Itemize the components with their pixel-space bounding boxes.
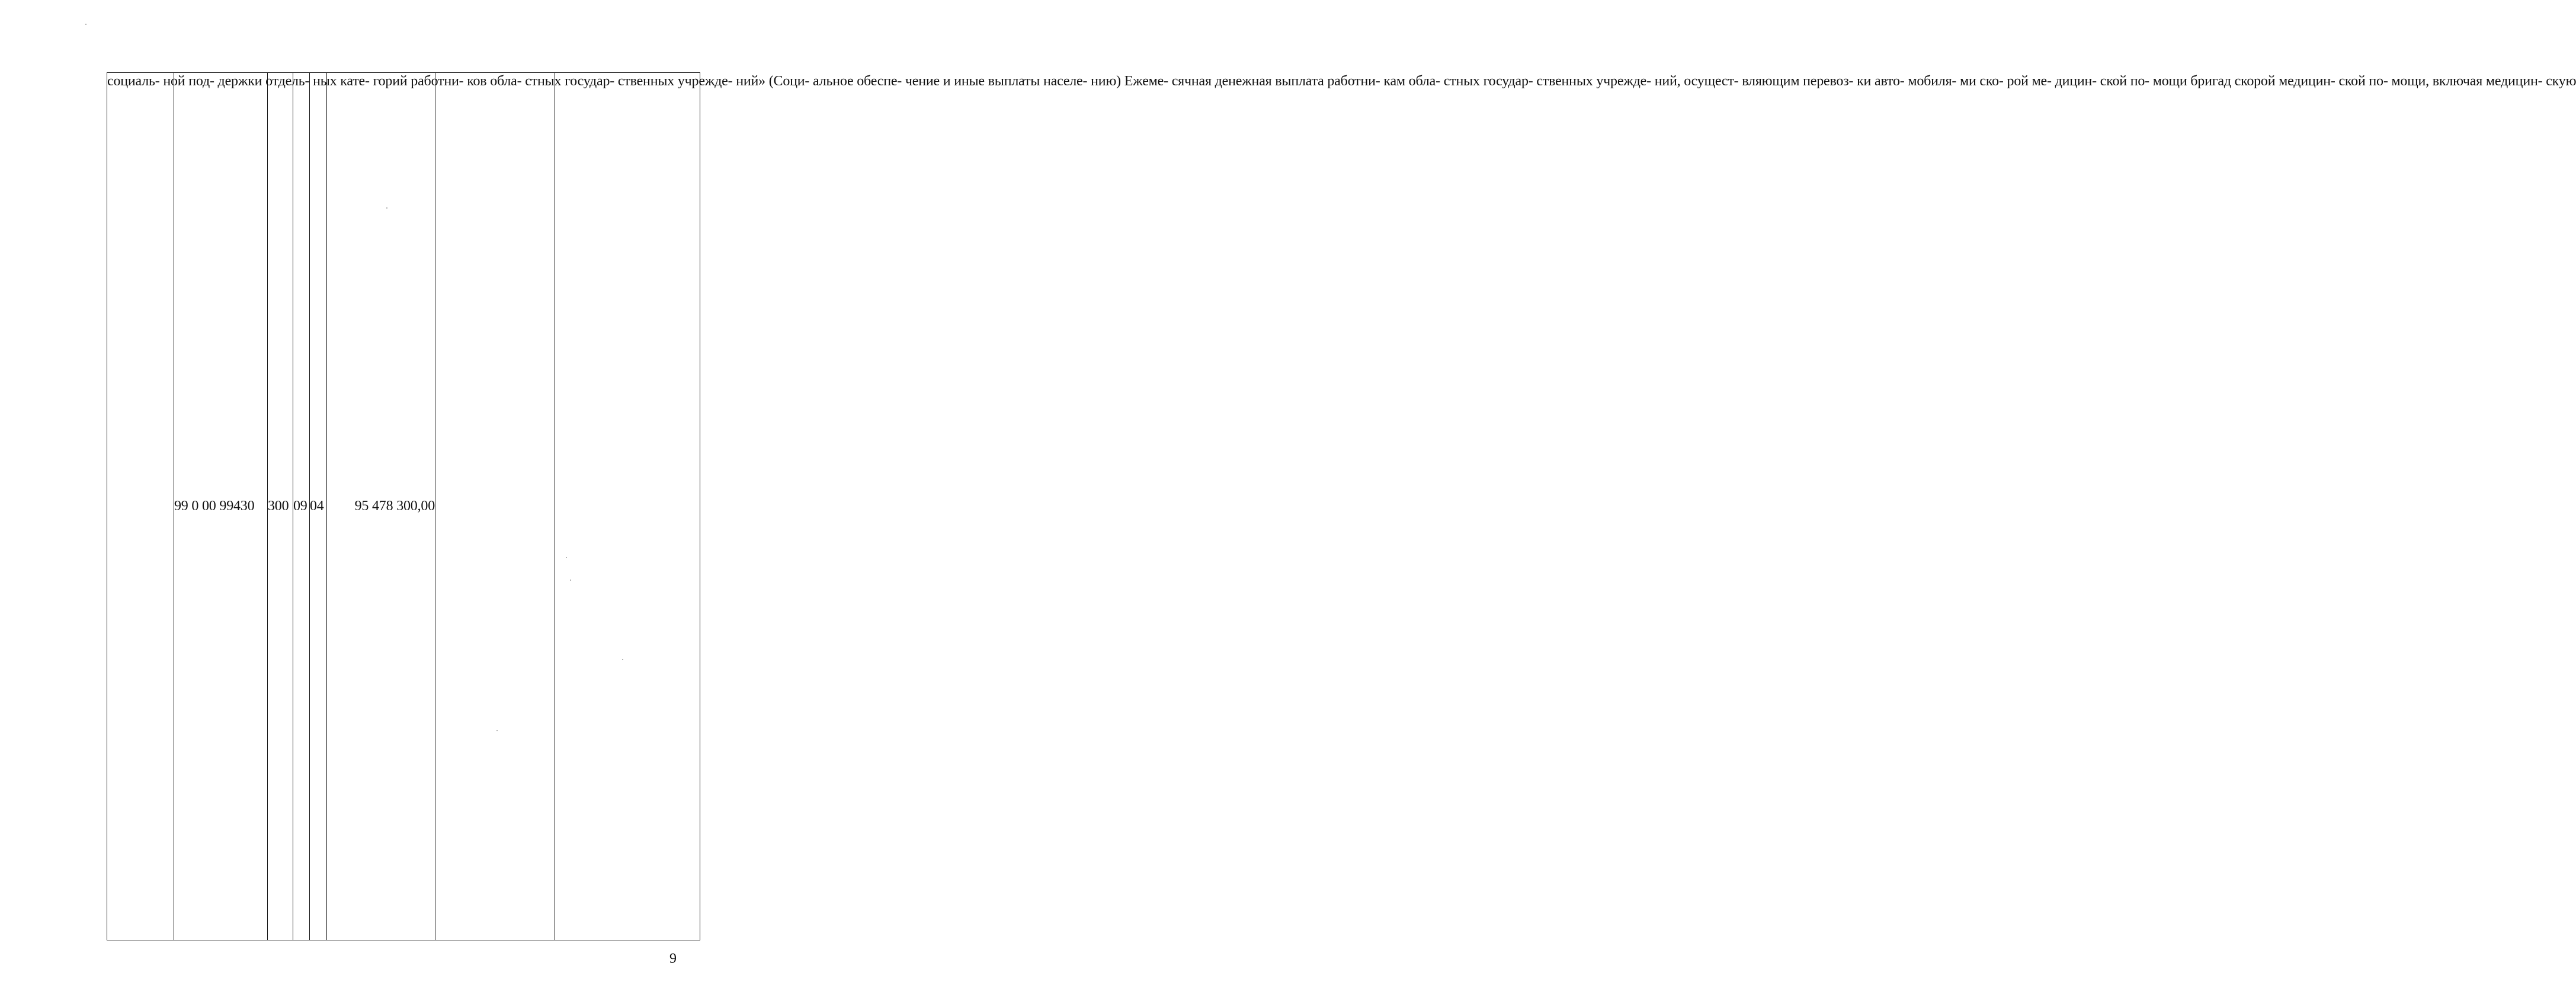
row-description: социаль- ной под- держки отдель- ных кате- горий работни- ков обла- стных государ- ственных учрежде- ний» (Соци- альное обеспе- чение и иные выплаты населе- нию) Ежеме- сячная денежная выплата работни- кам обла- стных государ- ственных учрежде- ний, осущест- вляющим перевоз- ки авто- мобиля- ми ско- рой ме- дицин- ской по- мощи бригад скорой медицин- ской по- мощи, включая медицин- скую <box>107 73 174 940</box>
scan-artifact <box>85 24 86 25</box>
expense-type-cell: 300 <box>268 73 293 940</box>
amount-cell: 95 478 300,00 <box>327 73 435 940</box>
target-code-cell: 99 0 00 99430 <box>174 73 268 940</box>
empty-cell <box>555 73 700 940</box>
empty-cell <box>435 73 555 940</box>
page-number: 9 <box>669 951 677 966</box>
section-cell: 09 <box>293 73 310 940</box>
table-row <box>107 73 700 940</box>
budget-table <box>107 72 2576 940</box>
subsection-cell: 04 <box>310 73 327 940</box>
